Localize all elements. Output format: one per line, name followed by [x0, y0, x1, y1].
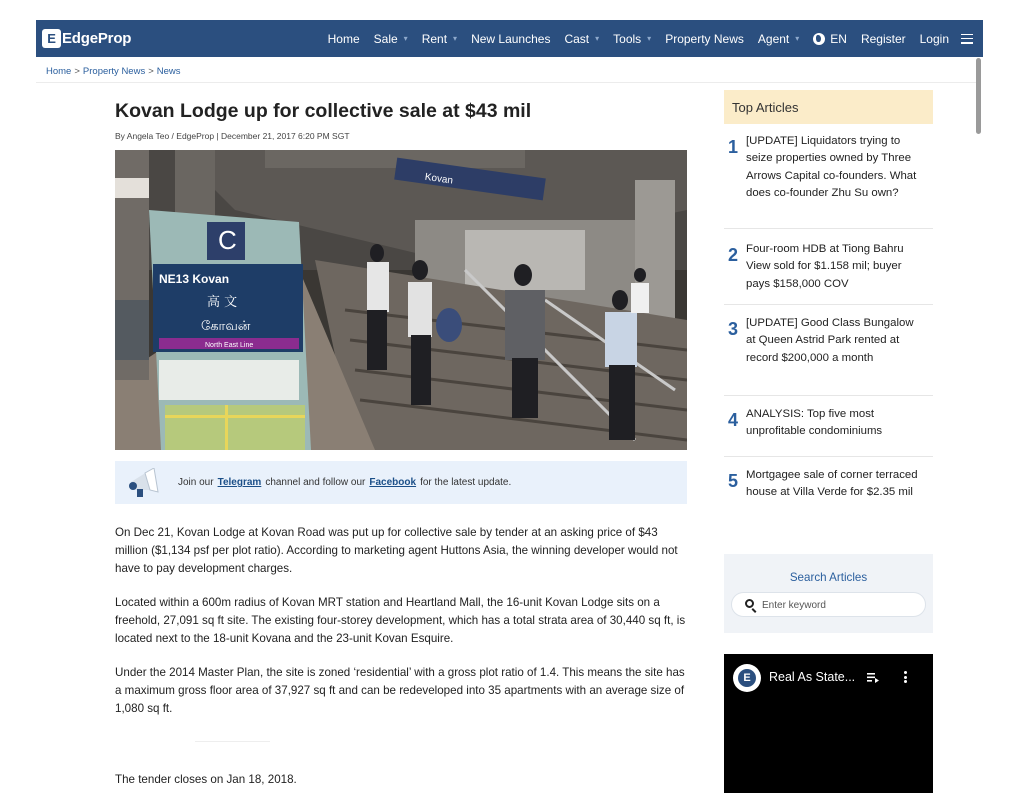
divider [36, 82, 976, 83]
search-input[interactable] [762, 597, 912, 613]
globe-icon [813, 33, 825, 45]
svg-text:C: C [218, 225, 237, 255]
sign-station-label: NE13 Kovan [159, 272, 230, 286]
top-article-item[interactable] [724, 133, 933, 229]
video-player[interactable] [724, 654, 933, 793]
sign-tamil-name: கோவன் [201, 319, 251, 334]
more-options-icon[interactable] [904, 671, 907, 683]
breadcrumb-news[interactable]: News [156, 66, 181, 77]
top-article-number: 5 [728, 471, 739, 491]
register-link[interactable]: Register [860, 31, 906, 46]
article-paragraph: Located within a 600m radius of Kovan MRT station and Heartland Mall, the 16-unit Kovan Lodge sits on a freehold, 27,091 sq ft site. The existing four-storey development, which has a total strata area of 30,440 sq ft, is located next to the 18-unit Kovana and the 23-unit Kovan Esquire. [115, 596, 686, 645]
nav-item-new-launches[interactable]: New Launches [471, 31, 551, 46]
nav-item-cast[interactable]: Cast ▾ [564, 31, 600, 46]
article-byline: By Angela Teo / EdgeProp | December 21, 2017 6:20 PM SGT [115, 131, 350, 141]
breadcrumb-separator: > [74, 66, 80, 77]
breadcrumb [46, 66, 181, 77]
nav-menu [314, 20, 973, 57]
edgeprop-logo[interactable] [42, 29, 131, 48]
chevron-down-icon: ▾ [403, 34, 408, 43]
logo-text: EdgeProp [62, 30, 132, 47]
video-title[interactable]: Real As State... [769, 670, 856, 684]
login-link[interactable]: Login [919, 31, 949, 46]
article-paragraph: The tender closes on Jan 18, 2018. [115, 773, 297, 786]
hamburger-menu-icon[interactable] [961, 34, 973, 44]
search-articles-title: Search Articles [789, 571, 868, 584]
top-article-item[interactable] [724, 467, 933, 527]
sign-line-name: North East Line [205, 342, 254, 349]
channel-avatar[interactable] [733, 664, 761, 692]
top-article-title[interactable]: ANALYSIS: Top five most unprofitable condominiums [746, 408, 883, 438]
breadcrumb-property-news[interactable]: Property News [82, 66, 146, 77]
top-navbar [36, 20, 983, 57]
language-selector[interactable]: EN [813, 32, 847, 46]
search-icon [745, 599, 754, 608]
nav-item-agent[interactable]: Agent ▾ [757, 31, 800, 46]
nav-item-sale[interactable]: Sale ▾ [373, 31, 408, 46]
breadcrumb-separator: > [148, 66, 154, 77]
page-scrollbar[interactable] [976, 58, 981, 134]
nav-item-home[interactable]: Home [327, 31, 360, 46]
sign-chinese-name: 高 文 [207, 295, 238, 310]
breadcrumb-home[interactable]: Home [46, 66, 72, 77]
top-article-title[interactable]: Mortgagee sale of corner terraced house at Villa Verde for $2.35 mil [746, 469, 918, 499]
top-article-title[interactable]: [UPDATE] Liquidators trying to seize properties owned by Three Arrows Capital co-founders. What does co-founder Zhu Su own? [746, 135, 917, 199]
nav-item-rent[interactable]: Rent ▾ [421, 31, 458, 46]
top-article-number: 1 [728, 137, 739, 157]
top-article-title[interactable]: [UPDATE] Good Class Bungalow at Queen Astrid Park rented at record $200,000 a month [746, 317, 914, 364]
promo-banner [115, 461, 687, 504]
article-hero-image [115, 150, 687, 450]
article-paragraph: Under the 2014 Master Plan, the site is zoned ‘residential’ with a gross plot ratio of 1.4. This means the site has a maximum gross floor area of 37,927 sq ft and can be redeveloped into 35 apartments with an average size of 1,080 sq ft. [115, 666, 685, 715]
top-article-item[interactable] [724, 241, 933, 305]
top-article-number: 4 [728, 410, 739, 430]
article-paragraph: On Dec 21, Kovan Lodge at Kovan Road was put up for collective sale by tender at an asking price of $43 million ($1,134 psf per plot ratio). According to marketing agent Huttons Asia, the winning developer would not have to pay development charges. [115, 526, 678, 575]
logo-mark-icon: E [42, 29, 61, 48]
facebook-link[interactable]: Facebook [369, 477, 417, 488]
chevron-down-icon: ▾ [795, 34, 800, 43]
top-article-number: 2 [728, 245, 739, 265]
search-input-wrapper[interactable] [731, 592, 926, 617]
article-title: Kovan Lodge up for collective sale at $43 mil [115, 100, 532, 122]
top-articles-heading: Top Articles [724, 90, 933, 124]
top-article-item[interactable] [724, 406, 933, 457]
divider [195, 741, 270, 742]
chevron-down-icon: ▾ [595, 34, 600, 43]
nav-item-tools[interactable]: Tools ▾ [613, 31, 652, 46]
top-article-number: 3 [728, 319, 739, 339]
playlist-icon[interactable] [867, 673, 879, 683]
chevron-down-icon: ▾ [453, 34, 458, 43]
promo-text: Join our Telegram channel and follow our Facebook for the latest update. [178, 477, 512, 488]
megaphone-icon [127, 468, 161, 498]
channel-logo-mark: E [738, 669, 756, 687]
chevron-down-icon: ▾ [647, 34, 652, 43]
top-article-title[interactable]: Four-room HDB at Tiong Bahru View sold for $1.158 mil; buyer pays $158,000 COV [746, 243, 904, 290]
nav-item-property-news[interactable]: Property News [665, 31, 744, 46]
search-articles-widget [724, 554, 933, 633]
overhead-sign-text: Kovan [424, 171, 454, 187]
top-article-item[interactable] [724, 315, 933, 396]
telegram-link[interactable]: Telegram [217, 477, 262, 488]
